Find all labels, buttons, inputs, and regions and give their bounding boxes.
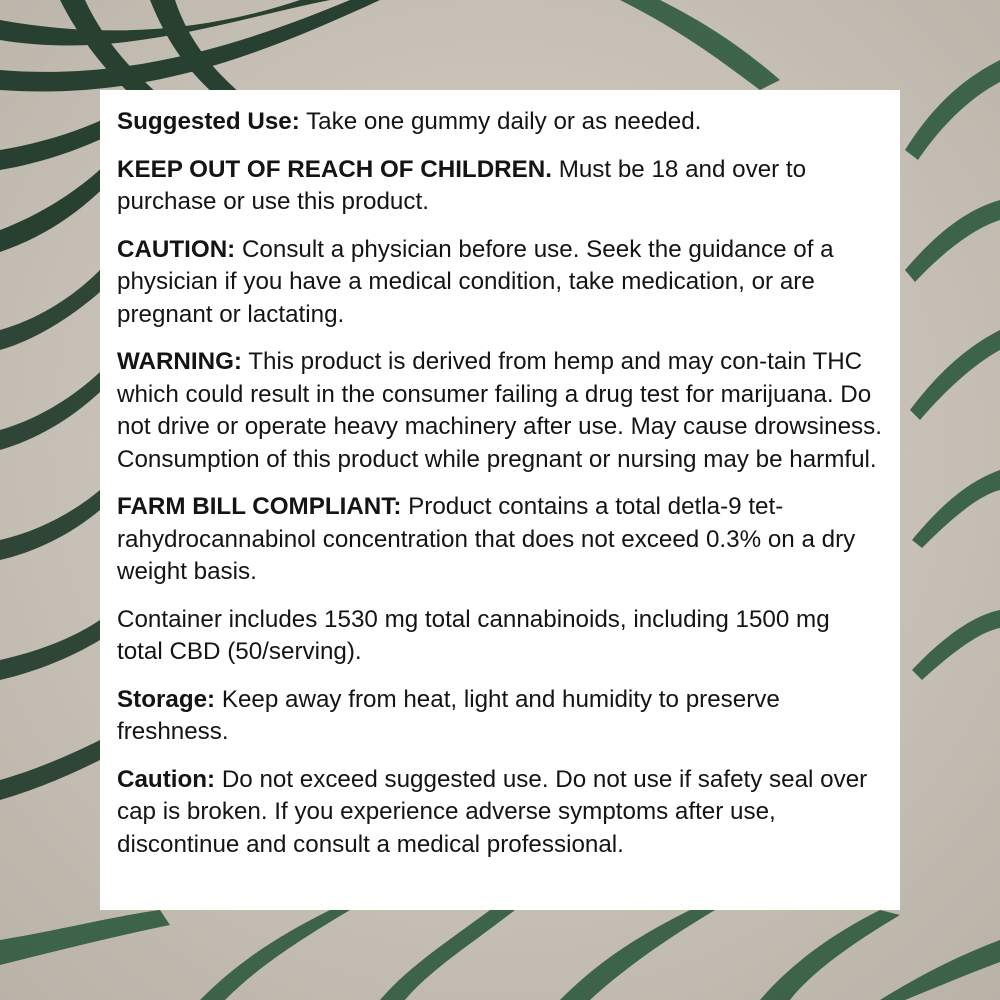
usage-caution-text: Do not exceed suggested use. Do not use if safety seal over cap is broken. If you experience adverse symptoms after use, discontinue and consult a medical professional. [117, 765, 868, 858]
product-label-card [100, 90, 900, 910]
suggested-use-paragraph [117, 106, 882, 139]
children-warning-text: Must be 18 and over to purchase or use this product. [117, 155, 807, 215]
caution-text: Consult a physician before use. Seek the guidance of a physician if you have a medical condition, take medication, or are pregnant or lactating. [117, 235, 834, 328]
caution-paragraph [117, 234, 882, 332]
storage-paragraph [117, 684, 882, 749]
warning-paragraph [117, 346, 882, 476]
farm-bill-text: Product contains a total detla-9 tet-rahydrocannabinol concentration that does not exceed 0.3% on a dry weight basis. [117, 493, 856, 585]
children-warning-paragraph [117, 154, 882, 219]
warning-text: This product is derived from hemp and may con-tain THC which could result in the consumer failing a drug test for marijuana. Do not drive or operate heavy machinery after use. May cause drowsiness. Consumption of this product while pregnant or nursing may be harmful. [117, 348, 882, 473]
farm-bill-heading: FARM BILL COMPLIANT: [117, 493, 402, 520]
farm-bill-paragraph [117, 491, 882, 589]
suggested-use-heading: Suggested Use: [117, 108, 300, 135]
cannabinoid-content-text: Container includes 1530 mg total cannabinoids, including 1500 mg total CBD (50/serving). [117, 605, 830, 665]
children-warning-heading: KEEP OUT OF REACH OF CHILDREN. [117, 155, 552, 183]
cannabinoid-content-paragraph [117, 604, 882, 669]
storage-heading: Storage: [117, 685, 216, 713]
usage-caution-paragraph [117, 764, 882, 862]
caution-heading: CAUTION: [117, 235, 236, 263]
suggested-use-text: Take one gummy daily or as needed. [306, 108, 702, 135]
warning-heading: WARNING: [117, 348, 242, 375]
storage-text: Keep away from heat, light and humidity to preserve freshness. [117, 685, 780, 745]
usage-caution-heading: Caution: [117, 765, 216, 793]
